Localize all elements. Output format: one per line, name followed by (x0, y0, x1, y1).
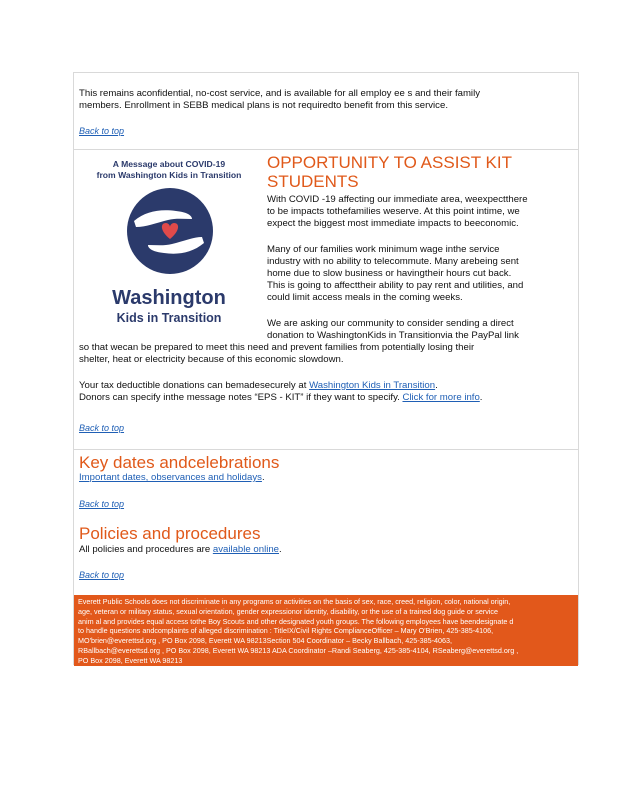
wkit-paypal-link[interactable]: Washington Kids in Transition (309, 380, 436, 391)
back-to-top-link[interactable]: Back to top (79, 499, 125, 509)
nondiscrimination-footer (74, 595, 578, 666)
kit-p1-line: to be impacts tothefamilies weserve. At this point intime, we (267, 206, 520, 217)
intro-line-2: members. Enrollment in SEBB medical plans is not requiredto benefit from this service. (79, 100, 448, 111)
footer-line: to handle questions andcomplaints of alleged discrimination : TitleIX/Civil Rights ComplianceOfficer – Mary O'Brien, 425-385-4106, (78, 626, 494, 636)
kit-p2-line: industry with no ability to telecommute. Many arebeing sent (267, 256, 519, 267)
kit-p2-line: This is going to affecttheir ability to pay rent and utilities, and (267, 280, 524, 291)
donation-line (79, 380, 438, 392)
kit-p1-line: With COVID -19 affecting our immediate area, weexpectthere (267, 194, 528, 205)
more-info-link[interactable]: Click for more info (402, 392, 480, 403)
kit-title-line-2: STUDENTS (267, 172, 359, 191)
section-divider (74, 149, 578, 150)
policies-text: All policies and procedures are (79, 544, 213, 555)
kit-p2-line: could limit access meals in the coming weeks. (267, 292, 463, 303)
donor-notes-text: Donors can specify inthe message notes “EPS - KIT” if they want to specify. (79, 392, 403, 403)
donor-notes-line (79, 392, 482, 404)
washington-kids-in-transition-logo (80, 161, 258, 339)
kit-p3-line: donation to WashingtonKids in Transitionvia the PayPal link (267, 330, 519, 341)
donor-notes-period: . (479, 392, 483, 403)
key-dates-period: . (261, 472, 265, 483)
footer-line: age, veteran or military status, sexual orientation, gender expressionor identity, disability, or the use of a trained dog guide or service (78, 606, 499, 616)
footer-line: PO Box 2098, Everett WA 98213 (78, 655, 183, 665)
key-dates-heading: Key dates andcelebrations (79, 453, 280, 472)
donation-text: Your tax deductible donations can bemadesecurely at (79, 380, 310, 391)
policies-period: . (279, 544, 282, 555)
back-to-top-link[interactable]: Back to top (79, 570, 125, 580)
kit-title-line-1: OPPORTUNITY TO ASSIST KIT (267, 153, 512, 172)
logo-brand-line-1: Washington (112, 287, 226, 309)
kit-p3-line: We are asking our community to consider sending a direct (267, 318, 514, 329)
footer-line: Everett Public Schools does not discriminate in any programs or activities on the basis of sex, race, creed, religion, color, national origin, (78, 597, 511, 606)
intro-line-1: This remains aconfidential, no-cost service, and is available for all employ ee s and their family (79, 88, 480, 99)
key-dates-line (79, 472, 265, 484)
kit-p2-line: home due to slow business or havingtheir hours cut back. (267, 268, 512, 279)
footer-line: RBallbach@everettsd.org , PO Box 2098, Everett WA 98213 ADA Coordinator –Randi Seaberg, 425-385-4104, RSeaberg@everettsd.org , (78, 645, 519, 655)
kit-p2-line: Many of our families work minimum wage inthe service (267, 244, 500, 255)
important-dates-link[interactable]: Important dates, observances and holidays (79, 472, 262, 483)
logo-caption-line-2: from Washington Kids in Transition (96, 170, 242, 180)
policies-heading: Policies and procedures (79, 524, 261, 543)
logo-caption-line-1: A Message about COVID-19 (112, 161, 226, 169)
policies-line (79, 544, 282, 556)
donation-period: . (435, 380, 438, 391)
kit-p1-line: expect the biggest most immediate impacts to beeconomic. (267, 218, 519, 229)
kit-p3-line: shelter, heat or electricity because of this economic slowdown. (79, 354, 344, 365)
available-online-link[interactable]: available online (212, 544, 279, 555)
newsletter-page (73, 72, 579, 665)
logo-brand-line-2: Kids in Transition (116, 311, 222, 325)
back-to-top-link[interactable]: Back to top (79, 423, 125, 433)
section-divider (74, 449, 578, 450)
footer-line: anim al and provides equal access tothe Boy Scouts and other designated youth groups. The following employees have beendesignate d (78, 616, 514, 626)
kit-p3-line: so that wecan be prepared to meet this need and prevent families from potentially losing their (79, 342, 475, 353)
back-to-top-link[interactable]: Back to top (79, 126, 125, 136)
footer-line: MO'brien@everettsd.org , PO Box 2098, Everett WA 98213Section 504 Coordinator – Becky Ballbach, 425-385-4063, (78, 636, 452, 646)
